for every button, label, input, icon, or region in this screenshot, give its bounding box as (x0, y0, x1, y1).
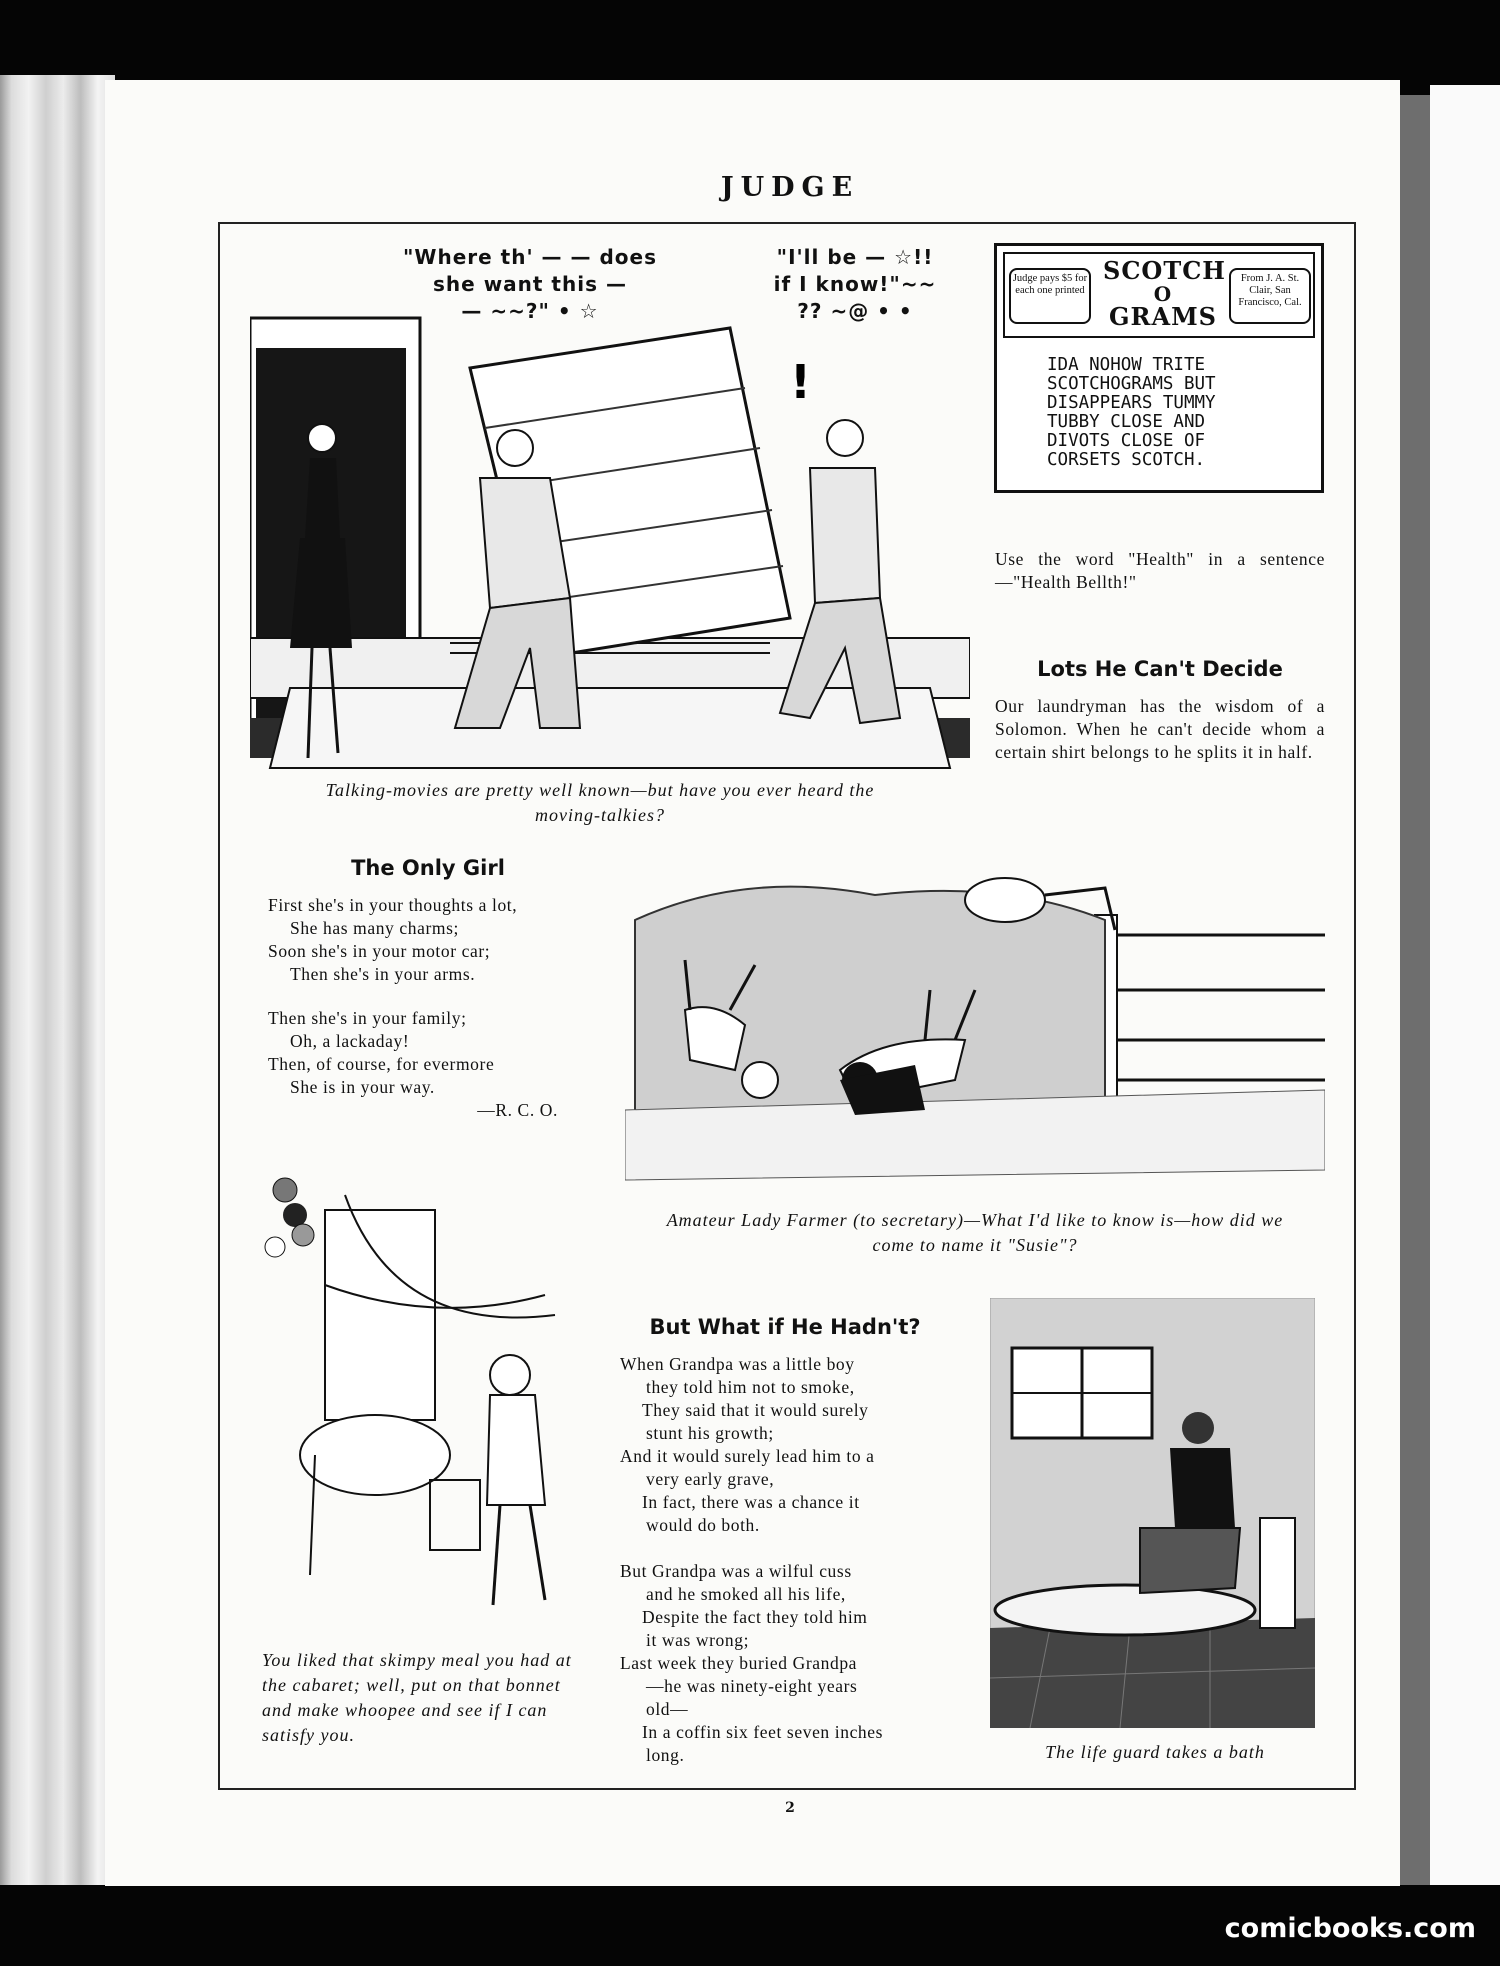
movers-caption: Talking-movies are pretty well known—but have you ever heard the moving-talkies? (325, 780, 875, 825)
cabaret-caption: You liked that skimpy meal you had at the cabaret; well, put on that bonnet and make whoopee and see if I can satisfy you. (262, 1650, 572, 1745)
scan-top-border (0, 0, 1500, 70)
lots-cant-decide-title: Lots He Can't Decide (1037, 657, 1283, 681)
farmer-cartoon (625, 840, 1325, 1200)
only-girl-poem: First she's in your thoughts a lot, She has many charms; Soon she's in your motor car; Then she's in your arms. Then she's in your family; Oh, a lackaday! Then, of course, for evermore She is in your way. —R. C. O. (268, 895, 558, 1120)
scotch-left-note: Judge pays $5 for each one printed (1009, 268, 1091, 324)
svg-text:!: ! (790, 355, 811, 409)
movers-cartoon (250, 248, 970, 773)
lifeguard-caption: The life guard takes a bath (1045, 1742, 1265, 1762)
book-spine-shadow (1400, 95, 1430, 1885)
speech-bubble-left: "Where th' — — does she want this — — ~~?" • ☆ (402, 245, 657, 323)
grandpa-poem: When Grandpa was a little boy they told him not to smoke, They said that it would surely stunt his growth; And it would surely lead him to a very early grave, In fact, there was a chance it would do both. But Grandpa was a wilful cuss and he smoked all his life, Despite the fact they told him it was wrong; Last week they buried Grandpa —he was ninety-eight years old— In a coffin six feet seven inches long. (620, 1354, 884, 1765)
page-number: 2 (785, 1800, 795, 1816)
lots-cant-decide-body: Our laundryman has the wisdom of a Solomon. When he can't decide whom a certain shirt belongs to he splits it in half. (995, 696, 1325, 762)
scotch-o-grams-box (994, 243, 1324, 493)
next-page-edge (1430, 85, 1500, 1885)
scotch-o-grams-text: IDA NOHOW TRITE SCOTCHOGRAMS BUT DISAPPEARS TUMMY TUBBY CLOSE AND DIVOTS CLOSE OF CORSETS SCOTCH. (1047, 355, 1216, 470)
watermark: comicbooks.com (1224, 1913, 1476, 1944)
grandpa-poem-title: But What if He Hadn't? (649, 1315, 921, 1339)
masthead: JUDGE (720, 172, 860, 203)
farmer-caption: Amateur Lady Farmer (to secretary)—What I'd like to know is—how did we come to name it "Susie"? (666, 1210, 1284, 1255)
scotch-right-note: From J. A. St. Clair, San Francisco, Cal. (1229, 268, 1311, 324)
only-girl-title: The Only Girl (351, 856, 505, 880)
cabaret-cartoon (255, 1175, 595, 1625)
scotch-o-grams-logo: SCOTCH O GRAMS (1103, 256, 1226, 331)
speech-bubble-right: "I'll be — ☆!! if I know!"~~ ?? ~@ • • (773, 245, 937, 323)
health-joke: Use the word "Health" in a sentence—"Health Bellth!" (995, 549, 1325, 592)
scotch-o-grams-header (1003, 252, 1315, 338)
book-page-edges (0, 75, 115, 1885)
lifeguard-cartoon (990, 1298, 1315, 1728)
